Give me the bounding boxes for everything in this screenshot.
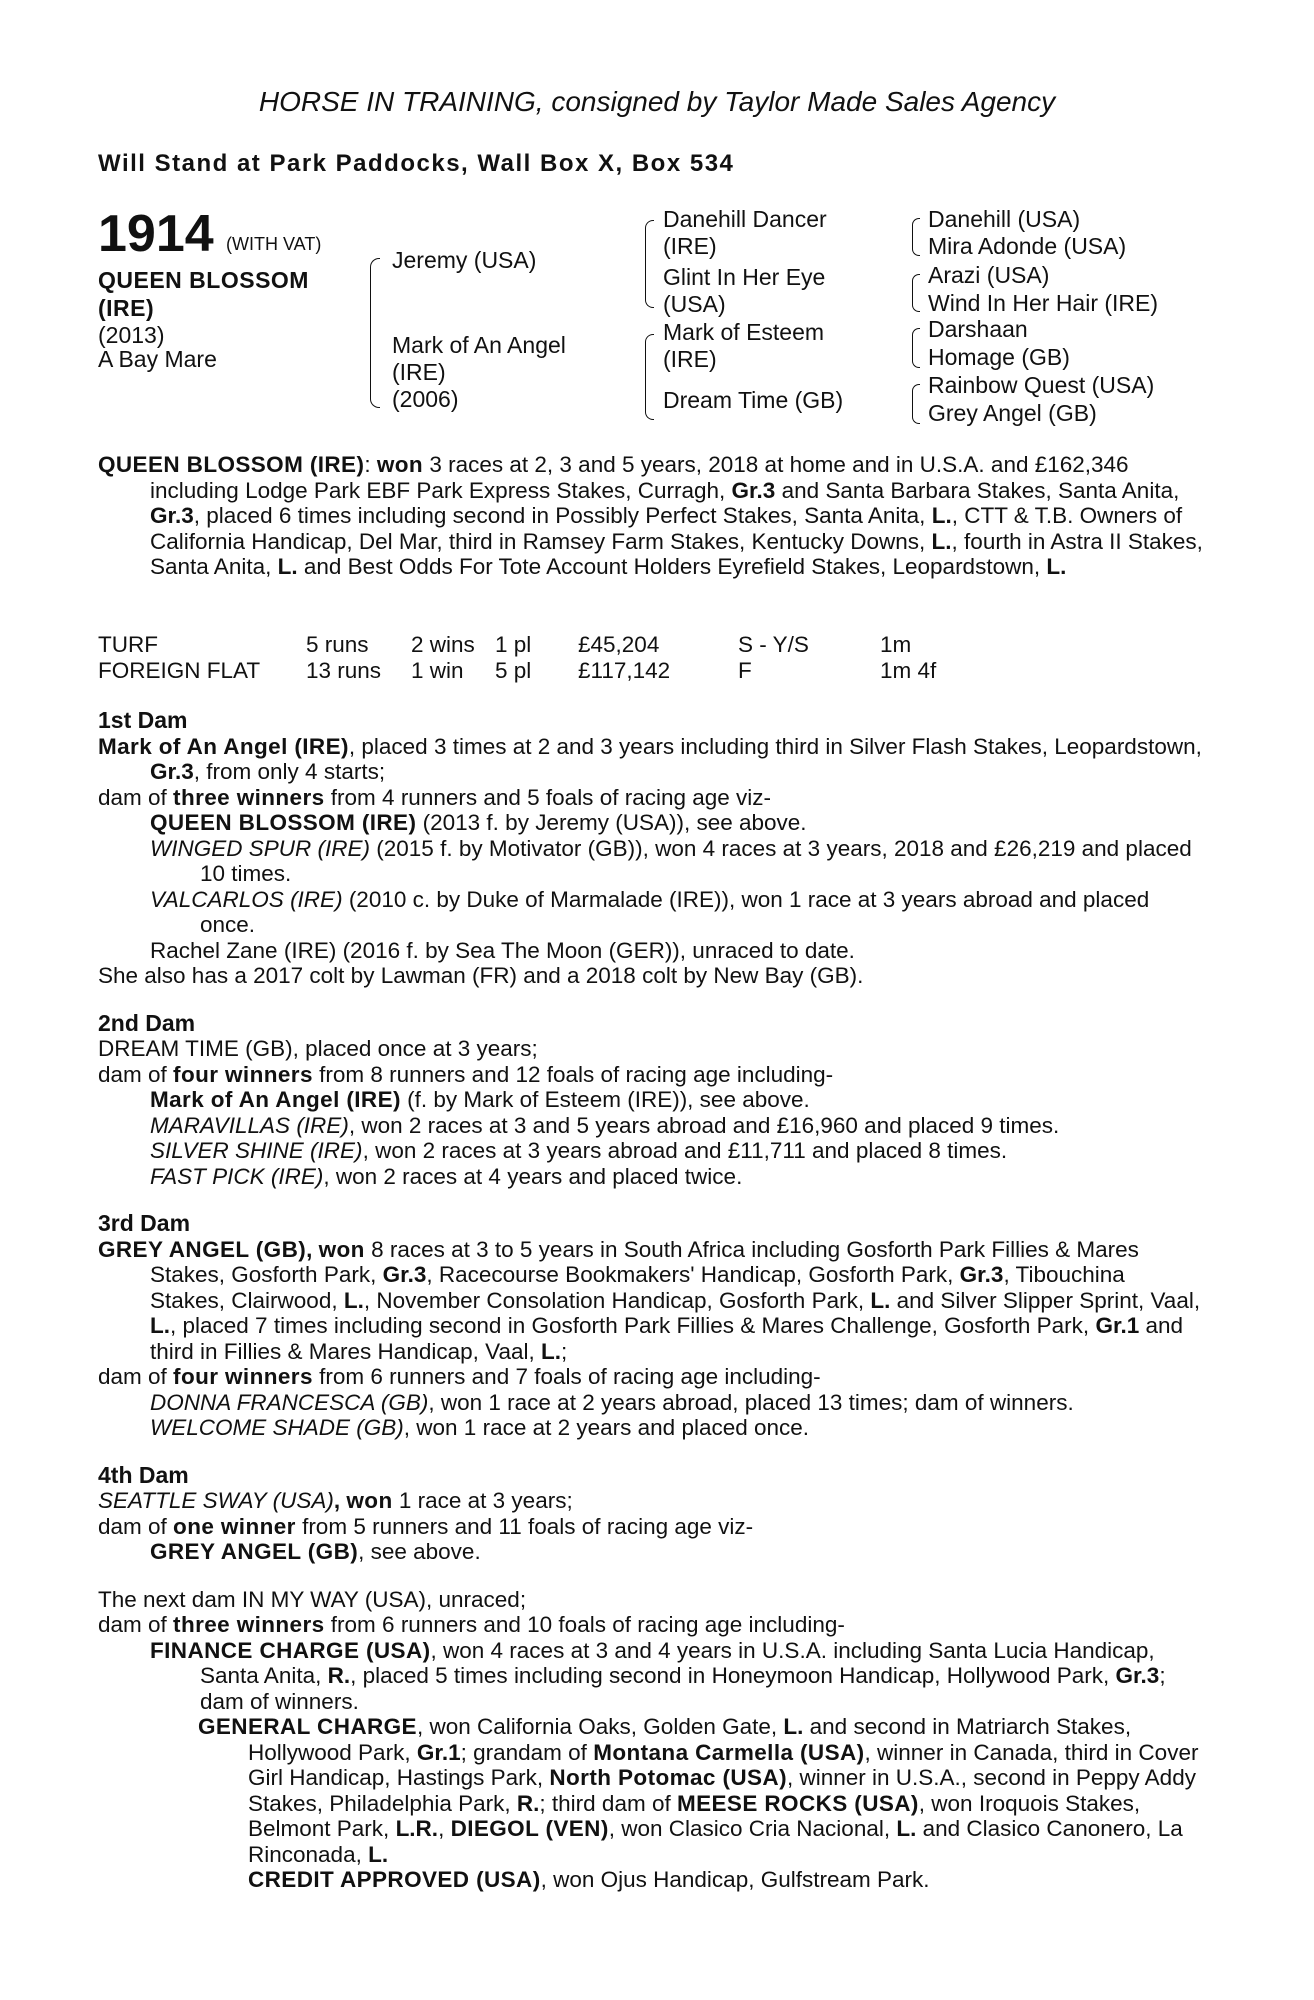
pedigree-sd-line2: (USA) bbox=[663, 291, 726, 317]
pedigree-dam bbox=[392, 332, 566, 413]
text: dam of bbox=[98, 1061, 174, 1087]
text: , won 2 races at 3 years abroad and £11,711 and placed 8 times. bbox=[362, 1138, 1008, 1163]
won-label: won bbox=[346, 1488, 393, 1513]
text: , Tibouchina Stakes, Clairwood, bbox=[150, 1262, 1125, 1313]
bracket-gen2-sire bbox=[645, 220, 654, 308]
pedigree-ss-line1: Danehill Dancer bbox=[663, 206, 827, 232]
text: (2010 c. by Duke of Marmalade (IRE)), won 1 race at 3 years abroad and placed once. bbox=[200, 886, 1150, 937]
horse-name bbox=[98, 266, 368, 322]
text: from 4 runners and 5 foals of racing age viz- bbox=[324, 784, 772, 810]
text: from 5 runners and 11 foals of racing age viz- bbox=[295, 1513, 754, 1539]
text: , winner in U.S.A., second in Peppy Addy Stakes, Philadelphia Park, bbox=[248, 1765, 1196, 1816]
first-dam-note: She also has a 2017 colt by Lawman (FR) and a 2018 colt by New Bay (GB). bbox=[98, 963, 864, 988]
text: , won 4 races at 3 and 4 years in U.S.A. including Santa Lucia Handicap, Santa Anita, bbox=[200, 1637, 1155, 1688]
text: , won 1 race at 2 years abroad, placed 13 times; dam of winners. bbox=[428, 1389, 1074, 1415]
listed: L. bbox=[783, 1714, 804, 1739]
text: dam of bbox=[98, 784, 174, 810]
produce-name: WELCOME SHADE (GB) bbox=[150, 1415, 404, 1440]
produce-name: Montana Carmella (USA) bbox=[593, 1739, 865, 1765]
text: , placed 5 times including second in Honeymoon Handicap, Hollywood Park, bbox=[350, 1663, 1116, 1688]
text: , placed 3 times at 2 and 3 years including third in Silver Flash Stakes, Leopardstown, bbox=[348, 733, 1202, 759]
won-label: won bbox=[318, 1236, 365, 1262]
text: , bbox=[306, 1236, 319, 1262]
text: and Best Odds For Tote Account Holders Eyrefield Stakes, Leopardstown, bbox=[297, 554, 1047, 579]
grade: Gr.3 bbox=[959, 1262, 1004, 1287]
won-label: won bbox=[376, 452, 424, 477]
lot-number: 1914 bbox=[98, 205, 214, 263]
text: , from only 4 starts; bbox=[193, 759, 386, 784]
produce-entry: Rachel Zane (IRE) (2016 f. by Sea The Moon (GER)), unraced to date. bbox=[150, 937, 855, 963]
pedigree-ds-line1: Mark of Esteem bbox=[663, 319, 825, 345]
text: , placed 7 times including second in Gosforth Park Fillies & Mares Challenge, Gosforth Park, bbox=[170, 1313, 1096, 1338]
fourth-dam-record bbox=[98, 1488, 1204, 1514]
produce-name: MARAVILLAS (IRE) bbox=[150, 1112, 349, 1138]
foaling-year: (2013) bbox=[98, 322, 165, 348]
horse-description: A Bay Mare bbox=[98, 346, 217, 372]
grade: Gr.3 bbox=[731, 477, 776, 503]
text: , bbox=[333, 1488, 347, 1513]
text: , placed 6 times including second in Possibly Perfect Stakes, Santa Anita, bbox=[193, 503, 932, 528]
listed: L.R. bbox=[395, 1816, 439, 1841]
pedigree-dam-line3: (2006) bbox=[392, 386, 459, 412]
produce-name: SILVER SHINE (IRE) bbox=[150, 1138, 363, 1163]
winners-count: four winners bbox=[173, 1364, 313, 1389]
fourth-dam-produce-summary bbox=[98, 1514, 1204, 1540]
text: , winner in Canada, third in Cover Girl Handicap, Hastings Park, bbox=[248, 1739, 1199, 1790]
text: ; bbox=[561, 1338, 568, 1364]
grade: Gr.1 bbox=[1095, 1313, 1140, 1338]
text: from 8 runners and 12 foals of racing age including- bbox=[312, 1061, 834, 1087]
dam-name: GREY ANGEL (GB) bbox=[98, 1236, 307, 1262]
pedigree-dds: Rainbow Quest (USA) bbox=[928, 372, 1155, 398]
listed: L. bbox=[150, 1313, 170, 1338]
produce-name: MEESE ROCKS (USA) bbox=[676, 1790, 919, 1816]
second-dam-record: DREAM TIME (GB), placed once at 3 years; bbox=[98, 1036, 538, 1061]
produce-name: North Potomac (USA) bbox=[549, 1765, 787, 1790]
bracket-gen3-3 bbox=[912, 328, 920, 368]
listed: L. bbox=[870, 1287, 891, 1313]
next-dam-record: The next dam IN MY WAY (USA), unraced; bbox=[98, 1586, 527, 1612]
text: dam of bbox=[98, 1513, 174, 1539]
text: , won California Oaks, Golden Gate, bbox=[416, 1714, 784, 1739]
stats-placed: 1 pl bbox=[495, 632, 532, 657]
third-dam-produce-summary bbox=[98, 1364, 1204, 1390]
stats-wins: 2 wins bbox=[411, 632, 475, 657]
horse-name-line2: (IRE) bbox=[98, 295, 155, 321]
produce-entry bbox=[98, 1714, 1204, 1867]
text: (2015 f. by Motivator (GB)), won 4 races at 3 years, 2018 and £26,219 and placed 10 times. bbox=[200, 835, 1192, 886]
text: and Santa Barbara Stakes, Santa Anita, bbox=[775, 477, 1180, 503]
listed: L. bbox=[541, 1338, 561, 1364]
restricted: R. bbox=[516, 1790, 540, 1816]
pedigree-sire-dam bbox=[663, 264, 825, 318]
pedigree-sire-sire bbox=[663, 206, 827, 260]
stats-runs: 13 runs bbox=[306, 658, 382, 683]
text: , fourth in Astra II Stakes, Santa Anita, bbox=[150, 528, 1203, 579]
listed: L. bbox=[277, 554, 298, 579]
horse-name-ref: QUEEN BLOSSOM (IRE) bbox=[98, 452, 365, 477]
produce-entry bbox=[98, 1087, 1204, 1113]
dam-name: SEATTLE SWAY (USA) bbox=[98, 1488, 334, 1513]
bracket-gen3-1 bbox=[912, 218, 920, 256]
produce-entry bbox=[98, 1390, 1204, 1416]
pedigree-sds: Arazi (USA) bbox=[928, 262, 1050, 288]
text: , November Consolation Handicap, Gosforth Park, bbox=[363, 1287, 871, 1313]
text: 3 races at 2, 3 and 5 years, 2018 at home and in U.S.A. and £162,346 including Lodge Park EBF Park Express Stakes, Curragh, bbox=[150, 452, 1129, 503]
stats-prize-money: £117,142 bbox=[578, 658, 671, 683]
listed: L. bbox=[1046, 554, 1067, 579]
text: (f. by Mark of Esteem (IRE)), see above. bbox=[400, 1087, 810, 1112]
pedigree-ss-line2: (IRE) bbox=[663, 233, 717, 259]
stats-type: TURF bbox=[98, 632, 158, 657]
pedigree-dsd: Homage (GB) bbox=[928, 344, 1070, 370]
next-dam-produce-summary bbox=[98, 1612, 1204, 1638]
pedigree-dam-line1: Mark of An Angel bbox=[392, 332, 566, 358]
text: , won Iroquois Stakes, Belmont Park, bbox=[248, 1790, 1141, 1841]
third-dam-heading: 3rd Dam bbox=[98, 1210, 191, 1236]
stats-row-turf bbox=[98, 632, 1198, 658]
first-dam-record bbox=[98, 734, 1204, 785]
stats-prize-money: £45,204 bbox=[578, 632, 660, 657]
produce-name: FINANCE CHARGE (USA) bbox=[150, 1637, 431, 1663]
text: dam of bbox=[98, 1364, 174, 1389]
text: ; grandam of bbox=[460, 1739, 594, 1765]
produce-name: DIEGOL (VEN) bbox=[450, 1816, 609, 1841]
fourth-dam-heading: 4th Dam bbox=[98, 1461, 189, 1488]
produce-entry bbox=[98, 1138, 1204, 1164]
stats-distance: 1m bbox=[880, 632, 912, 657]
pedigree-dam-dam: Dream Time (GB) bbox=[663, 387, 844, 413]
winners-count: three winners bbox=[173, 1612, 325, 1637]
produce-name: QUEEN BLOSSOM (IRE) bbox=[150, 810, 417, 835]
text: , won 2 races at 4 years and placed twice. bbox=[323, 1163, 743, 1189]
stats-going: F bbox=[738, 658, 752, 683]
winners-count: four winners bbox=[173, 1061, 313, 1087]
text: and Clasico Canonero, La Rinconada, bbox=[248, 1816, 1183, 1867]
produce-entry bbox=[98, 1113, 1204, 1139]
text: and third in Fillies & Mares Handicap, Vaal, bbox=[150, 1313, 1184, 1364]
text: , bbox=[438, 1816, 451, 1841]
produce-entry bbox=[98, 810, 1204, 836]
grade: Gr.3 bbox=[1115, 1663, 1160, 1688]
produce-entry bbox=[98, 1539, 1204, 1565]
pedigree-dss: Darshaan bbox=[928, 316, 1028, 342]
grade: Gr.3 bbox=[150, 503, 194, 528]
stats-type: FOREIGN FLAT bbox=[98, 658, 261, 683]
race-stats-table bbox=[98, 632, 1198, 684]
pedigree-ds-line2: (IRE) bbox=[663, 346, 717, 372]
pedigree-ddd: Grey Angel (GB) bbox=[928, 400, 1097, 426]
text: from 6 runners and 7 foals of racing age including- bbox=[312, 1364, 821, 1389]
grade: Gr.1 bbox=[416, 1739, 461, 1765]
grade: Gr.3 bbox=[150, 759, 194, 784]
listed: L. bbox=[931, 528, 952, 554]
produce-entry bbox=[98, 887, 1204, 938]
race-record-paragraph: QUEEN BLOSSOM (IRE): won 3 races at 2, 3 and 5 years, 2018 at home and in U.S.A. and £162,346 including Lodge Park EBF Park Express Stakes, Curragh, Gr.3 and Santa Barbara Stakes, Santa Anita, Gr.3, placed 6 times including second in Possibly Perfect Stakes, Santa Anita, L., CTT & T.B. Owners of California Handicap, Del Mar, third in Ramsey Farm Stakes, Kentucky Downs, L., fourth in Astra II Stakes, Santa Anita, L. and Best Odds For Tote Account Holders Eyrefield Stakes, Leopardstown, L. bbox=[98, 452, 1203, 579]
pedigree-sd-line1: Glint In Her Eye bbox=[663, 264, 826, 290]
produce-name: WINGED SPUR (IRE) bbox=[150, 835, 371, 861]
produce-entry bbox=[98, 1638, 1204, 1715]
produce-name: Mark of An Angel (IRE) bbox=[150, 1087, 401, 1112]
second-dam-heading: 2nd Dam bbox=[98, 1009, 196, 1036]
horse-name-line1: QUEEN BLOSSOM bbox=[98, 267, 309, 293]
text: , see above. bbox=[358, 1539, 481, 1564]
stats-runs: 5 runs bbox=[306, 632, 369, 657]
page-header: HORSE IN TRAINING, consigned by Taylor Made Sales Agency bbox=[258, 86, 1056, 117]
produce-name: VALCARLOS (IRE) bbox=[150, 886, 343, 912]
pedigree-dam-line2: (IRE) bbox=[392, 359, 446, 385]
text: (2013 f. by Jeremy (USA)), see above. bbox=[416, 810, 807, 835]
vat-note: (WITH VAT) bbox=[226, 234, 322, 254]
stand-location: Will Stand at Park Paddocks, Wall Box X, Box 534 bbox=[98, 150, 735, 177]
first-dam-produce-summary bbox=[98, 785, 1204, 811]
bracket-gen2-dam bbox=[645, 334, 654, 420]
text: 8 races at 3 to 5 years in South Africa including Gosforth Park Fillies & Mares Stakes, Gosforth Park, bbox=[150, 1236, 1139, 1287]
stats-row-foreign-flat bbox=[98, 658, 1198, 684]
winners-count: three winners bbox=[173, 784, 325, 810]
pedigree-sdd: Wind In Her Hair (IRE) bbox=[928, 290, 1159, 316]
third-dam-record bbox=[98, 1237, 1204, 1365]
stats-wins: 1 win bbox=[411, 658, 464, 683]
produce-name: FAST PICK (IRE) bbox=[150, 1163, 324, 1189]
stats-distance: 1m 4f bbox=[880, 658, 937, 683]
dam-name: Mark of An Angel (IRE) bbox=[98, 733, 349, 759]
stats-placed: 5 pl bbox=[495, 658, 532, 683]
text: and second in Matriarch Stakes, Hollywood Park, bbox=[248, 1714, 1132, 1765]
text: and Silver Slipper Sprint, Vaal, bbox=[890, 1287, 1201, 1313]
pedigree-sire: Jeremy (USA) bbox=[392, 247, 537, 273]
text: , won Ojus Handicap, Gulfstream Park. bbox=[540, 1867, 930, 1892]
pedigree-sss: Danehill (USA) bbox=[928, 206, 1081, 232]
text: ; third dam of bbox=[539, 1790, 677, 1816]
text: 1 race at 3 years; bbox=[392, 1488, 573, 1513]
produce-entry bbox=[98, 1867, 1204, 1893]
restricted: R. bbox=[327, 1663, 351, 1688]
bracket-gen1 bbox=[370, 258, 380, 408]
race-record bbox=[98, 452, 1204, 580]
pedigree-dam-sire bbox=[663, 319, 824, 373]
produce-entry bbox=[98, 836, 1204, 887]
text: , CTT & T.B. Owners of California Handicap, Del Mar, third in Ramsey Farm Stakes, Kentucky Downs, bbox=[150, 503, 1183, 554]
produce-name: GREY ANGEL (GB) bbox=[150, 1539, 359, 1564]
text: , Racecourse Bookmakers' Handicap, Gosforth Park, bbox=[426, 1262, 960, 1287]
text: dam of bbox=[98, 1612, 174, 1637]
listed: L. bbox=[896, 1816, 917, 1841]
text: , won Clasico Cria Nacional, bbox=[608, 1816, 897, 1841]
second-dam-produce-summary bbox=[98, 1062, 1204, 1088]
winners-count: one winner bbox=[173, 1513, 296, 1539]
bracket-gen3-4 bbox=[912, 384, 920, 424]
pedigree-ssd: Mira Adonde (USA) bbox=[928, 233, 1127, 259]
listed: L. bbox=[931, 503, 952, 528]
produce-name: GENERAL CHARGE bbox=[198, 1714, 417, 1739]
produce-entry bbox=[98, 1164, 1204, 1190]
text: , won 2 races at 3 and 5 years abroad and £16,960 and placed 9 times. bbox=[348, 1112, 1060, 1138]
produce-name: CREDIT APPROVED (USA) bbox=[248, 1867, 541, 1892]
text: , won 1 race at 2 years and placed once. bbox=[403, 1415, 810, 1440]
produce-name: DONNA FRANCESCA (GB) bbox=[150, 1389, 429, 1415]
bracket-gen3-2 bbox=[912, 274, 920, 312]
text: ; dam of winners. bbox=[200, 1663, 1166, 1714]
family-sections bbox=[98, 708, 1204, 1893]
produce-entry bbox=[98, 1415, 1204, 1441]
first-dam-heading: 1st Dam bbox=[98, 707, 188, 733]
listed: L. bbox=[368, 1841, 389, 1867]
text: from 6 runners and 10 foals of racing age including- bbox=[324, 1612, 845, 1637]
stats-going: S - Y/S bbox=[738, 632, 809, 657]
grade: Gr.3 bbox=[382, 1262, 427, 1287]
listed: L. bbox=[343, 1287, 364, 1313]
